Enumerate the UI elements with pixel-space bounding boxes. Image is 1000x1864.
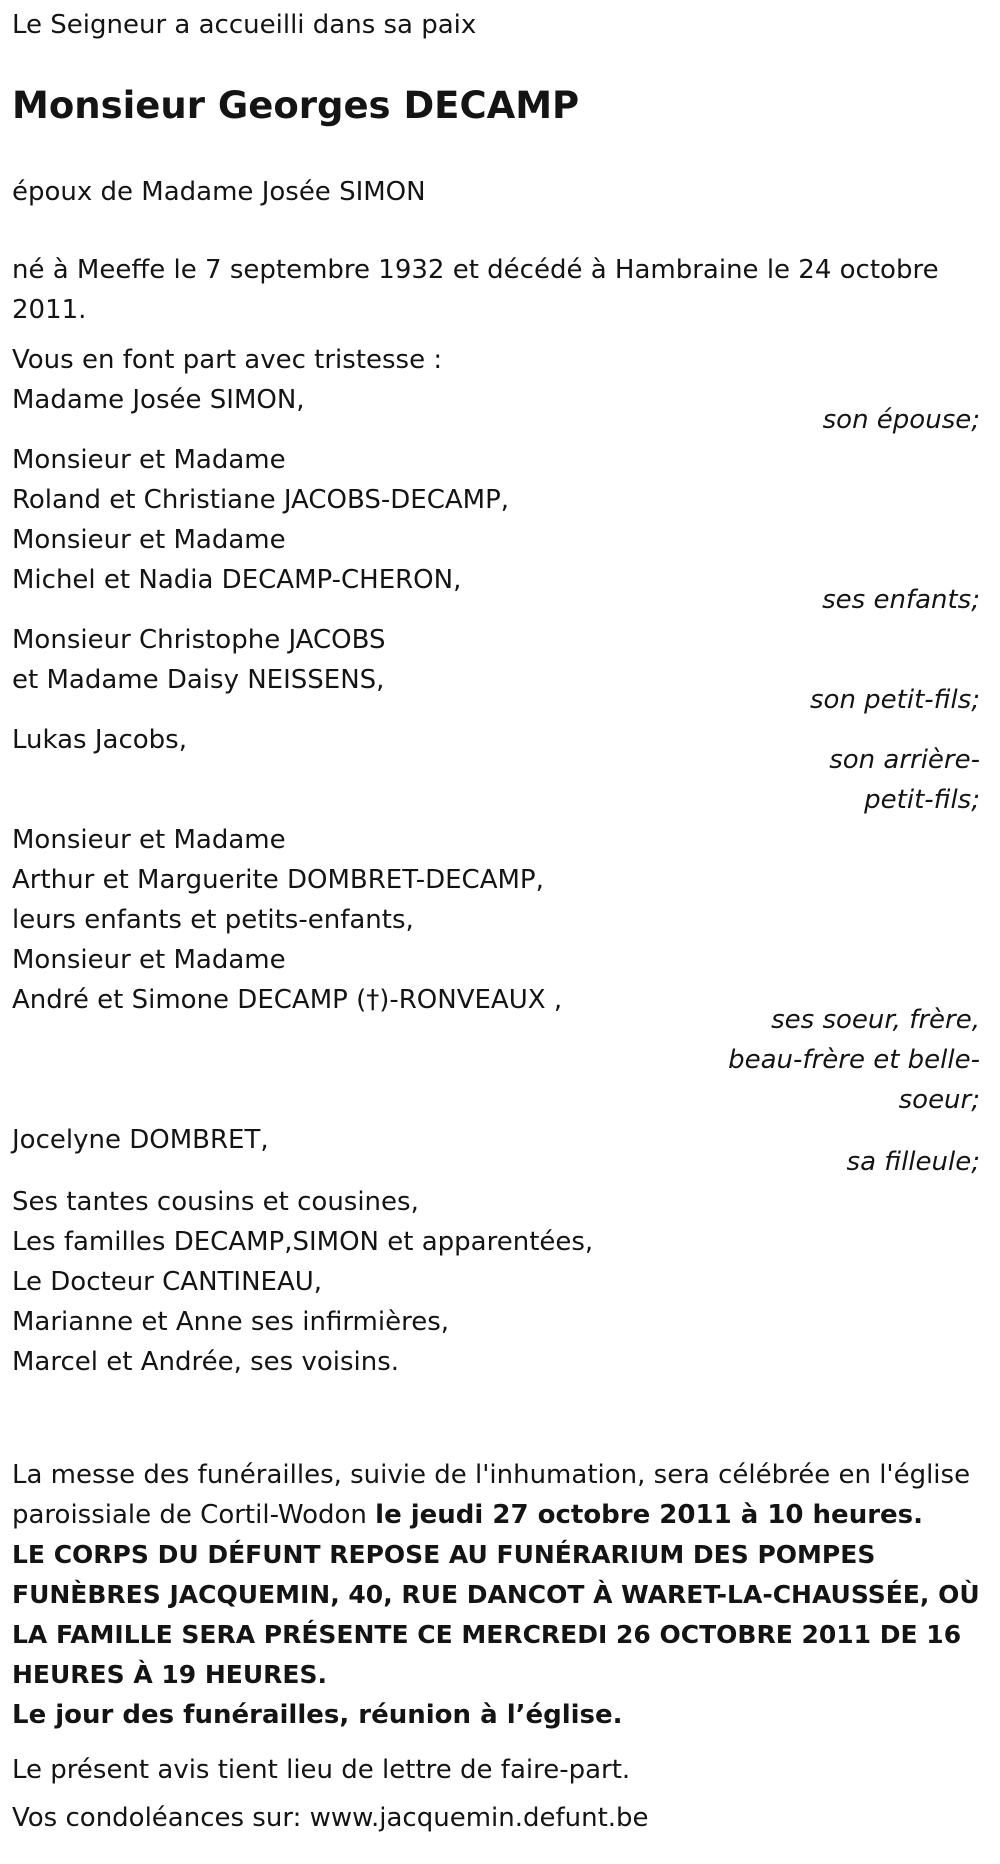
family-name-line: Madame Josée SIMON,: [12, 385, 305, 415]
family-role-line: ses soeur, frère,: [771, 1005, 980, 1035]
family-name-line: et Madame Daisy NEISSENS,: [12, 665, 385, 695]
birth-death-info: [12, 250, 972, 330]
family-role: [810, 680, 980, 720]
family-group-grandson: [12, 620, 980, 715]
family-name-line: leurs enfants et petits-enfants,: [12, 905, 414, 935]
family-role-line: son arrière-: [829, 745, 980, 775]
family-name-line: Les familles DECAMP,SIMON et apparentées,: [12, 1227, 594, 1257]
family-name-line: André et Simone DECAMP (†)-RONVEAUX ,: [12, 985, 563, 1015]
notice-line: LA FAMILLE SERA PRÉSENTE CE MERCREDI 26 OCTOBRE 2011 DE 16: [12, 1620, 962, 1649]
condolences-text: Vos condoléances sur: www.jacquemin.defunt.be: [12, 1803, 649, 1833]
family-role: [829, 740, 980, 820]
family-role: [728, 1000, 980, 1120]
family-group-goddaughter: [12, 1120, 980, 1177]
family-role: [822, 580, 980, 620]
notice-line: FUNÈBRES JACQUEMIN, 40, RUE DANCOT À WARET-LA-CHAUSSÉE, OÙ: [12, 1580, 980, 1609]
family-group-siblings: [12, 820, 980, 1115]
family-group-spouse: [12, 380, 980, 435]
family-name-line: Monsieur et Madame: [12, 445, 286, 475]
funeral-location: paroissiale de Cortil-Wodon: [12, 1500, 376, 1530]
family-name-line: Michel et Nadia DECAMP-CHERON,: [12, 565, 462, 595]
family-role-line: beau-frère et belle-: [728, 1045, 980, 1075]
family-role: [823, 400, 980, 440]
notice-line: HEURES À 19 HEURES.: [12, 1660, 328, 1689]
family-name-line: Marcel et Andrée, ses voisins.: [12, 1347, 400, 1377]
family-name-line: Arthur et Marguerite DOMBRET-DECAMP,: [12, 865, 544, 895]
family-role-line: petit-fils;: [864, 785, 980, 815]
birth-death-line: 2011.: [12, 295, 87, 325]
funeral-date: le jeudi 27 octobre 2011 à 10 heures.: [375, 1500, 924, 1530]
family-role-line: son petit-fils;: [809, 685, 980, 715]
intro-text: Le Seigneur a accueilli dans sa paix: [12, 10, 477, 40]
family-role: [847, 1142, 980, 1182]
family-name-line: Monsieur et Madame: [12, 525, 286, 555]
family-name-line: Ses tantes cousins et cousines,: [12, 1187, 419, 1217]
funeral-day-gathering: Le jour des funérailles, réunion à l’église.: [12, 1700, 623, 1730]
family-name-line: Roland et Christiane JACOBS-DECAMP,: [12, 485, 510, 515]
spouse-line: époux de Madame Josée SIMON: [12, 177, 426, 207]
notice-line: LE CORPS DU DÉFUNT REPOSE AU FUNÉRARIUM DES POMPES: [12, 1540, 876, 1569]
family-group-others: [12, 1182, 980, 1382]
family-group-children: [12, 440, 980, 615]
family-name-line: Monsieur et Madame: [12, 825, 286, 855]
announcement-text: Vous en font part avec tristesse :: [12, 345, 443, 375]
family-role-line: son épouse;: [822, 405, 980, 435]
family-name-line: Marianne et Anne ses infirmières,: [12, 1307, 450, 1337]
family-group-great-grandson: [12, 720, 980, 815]
letter-notice: Le présent avis tient lieu de lettre de faire-part.: [12, 1755, 631, 1785]
funeral-mass-info: [12, 1455, 972, 1535]
family-role-line: sa filleule;: [846, 1147, 980, 1177]
birth-death-line: né à Meeffe le 7 septembre 1932 et décédé à Hambraine le 24 octobre: [12, 255, 939, 285]
family-role-line: soeur;: [898, 1085, 980, 1115]
family-role-line: ses enfants;: [822, 585, 980, 615]
family-name-line: Jocelyne DOMBRET,: [12, 1125, 269, 1155]
funeral-home-notice: [12, 1535, 980, 1695]
family-name-line: Monsieur et Madame: [12, 945, 286, 975]
family-name-line: Lukas Jacobs,: [12, 725, 187, 755]
funeral-line: La messe des funérailles, suivie de l'inhumation, sera célébrée en l'église: [12, 1460, 971, 1490]
family-name-line: Monsieur Christophe JACOBS: [12, 625, 386, 655]
family-name-line: Le Docteur CANTINEAU,: [12, 1267, 323, 1297]
funeral-line: [12, 1495, 972, 1535]
deceased-name: Monsieur Georges DECAMP: [12, 84, 580, 127]
